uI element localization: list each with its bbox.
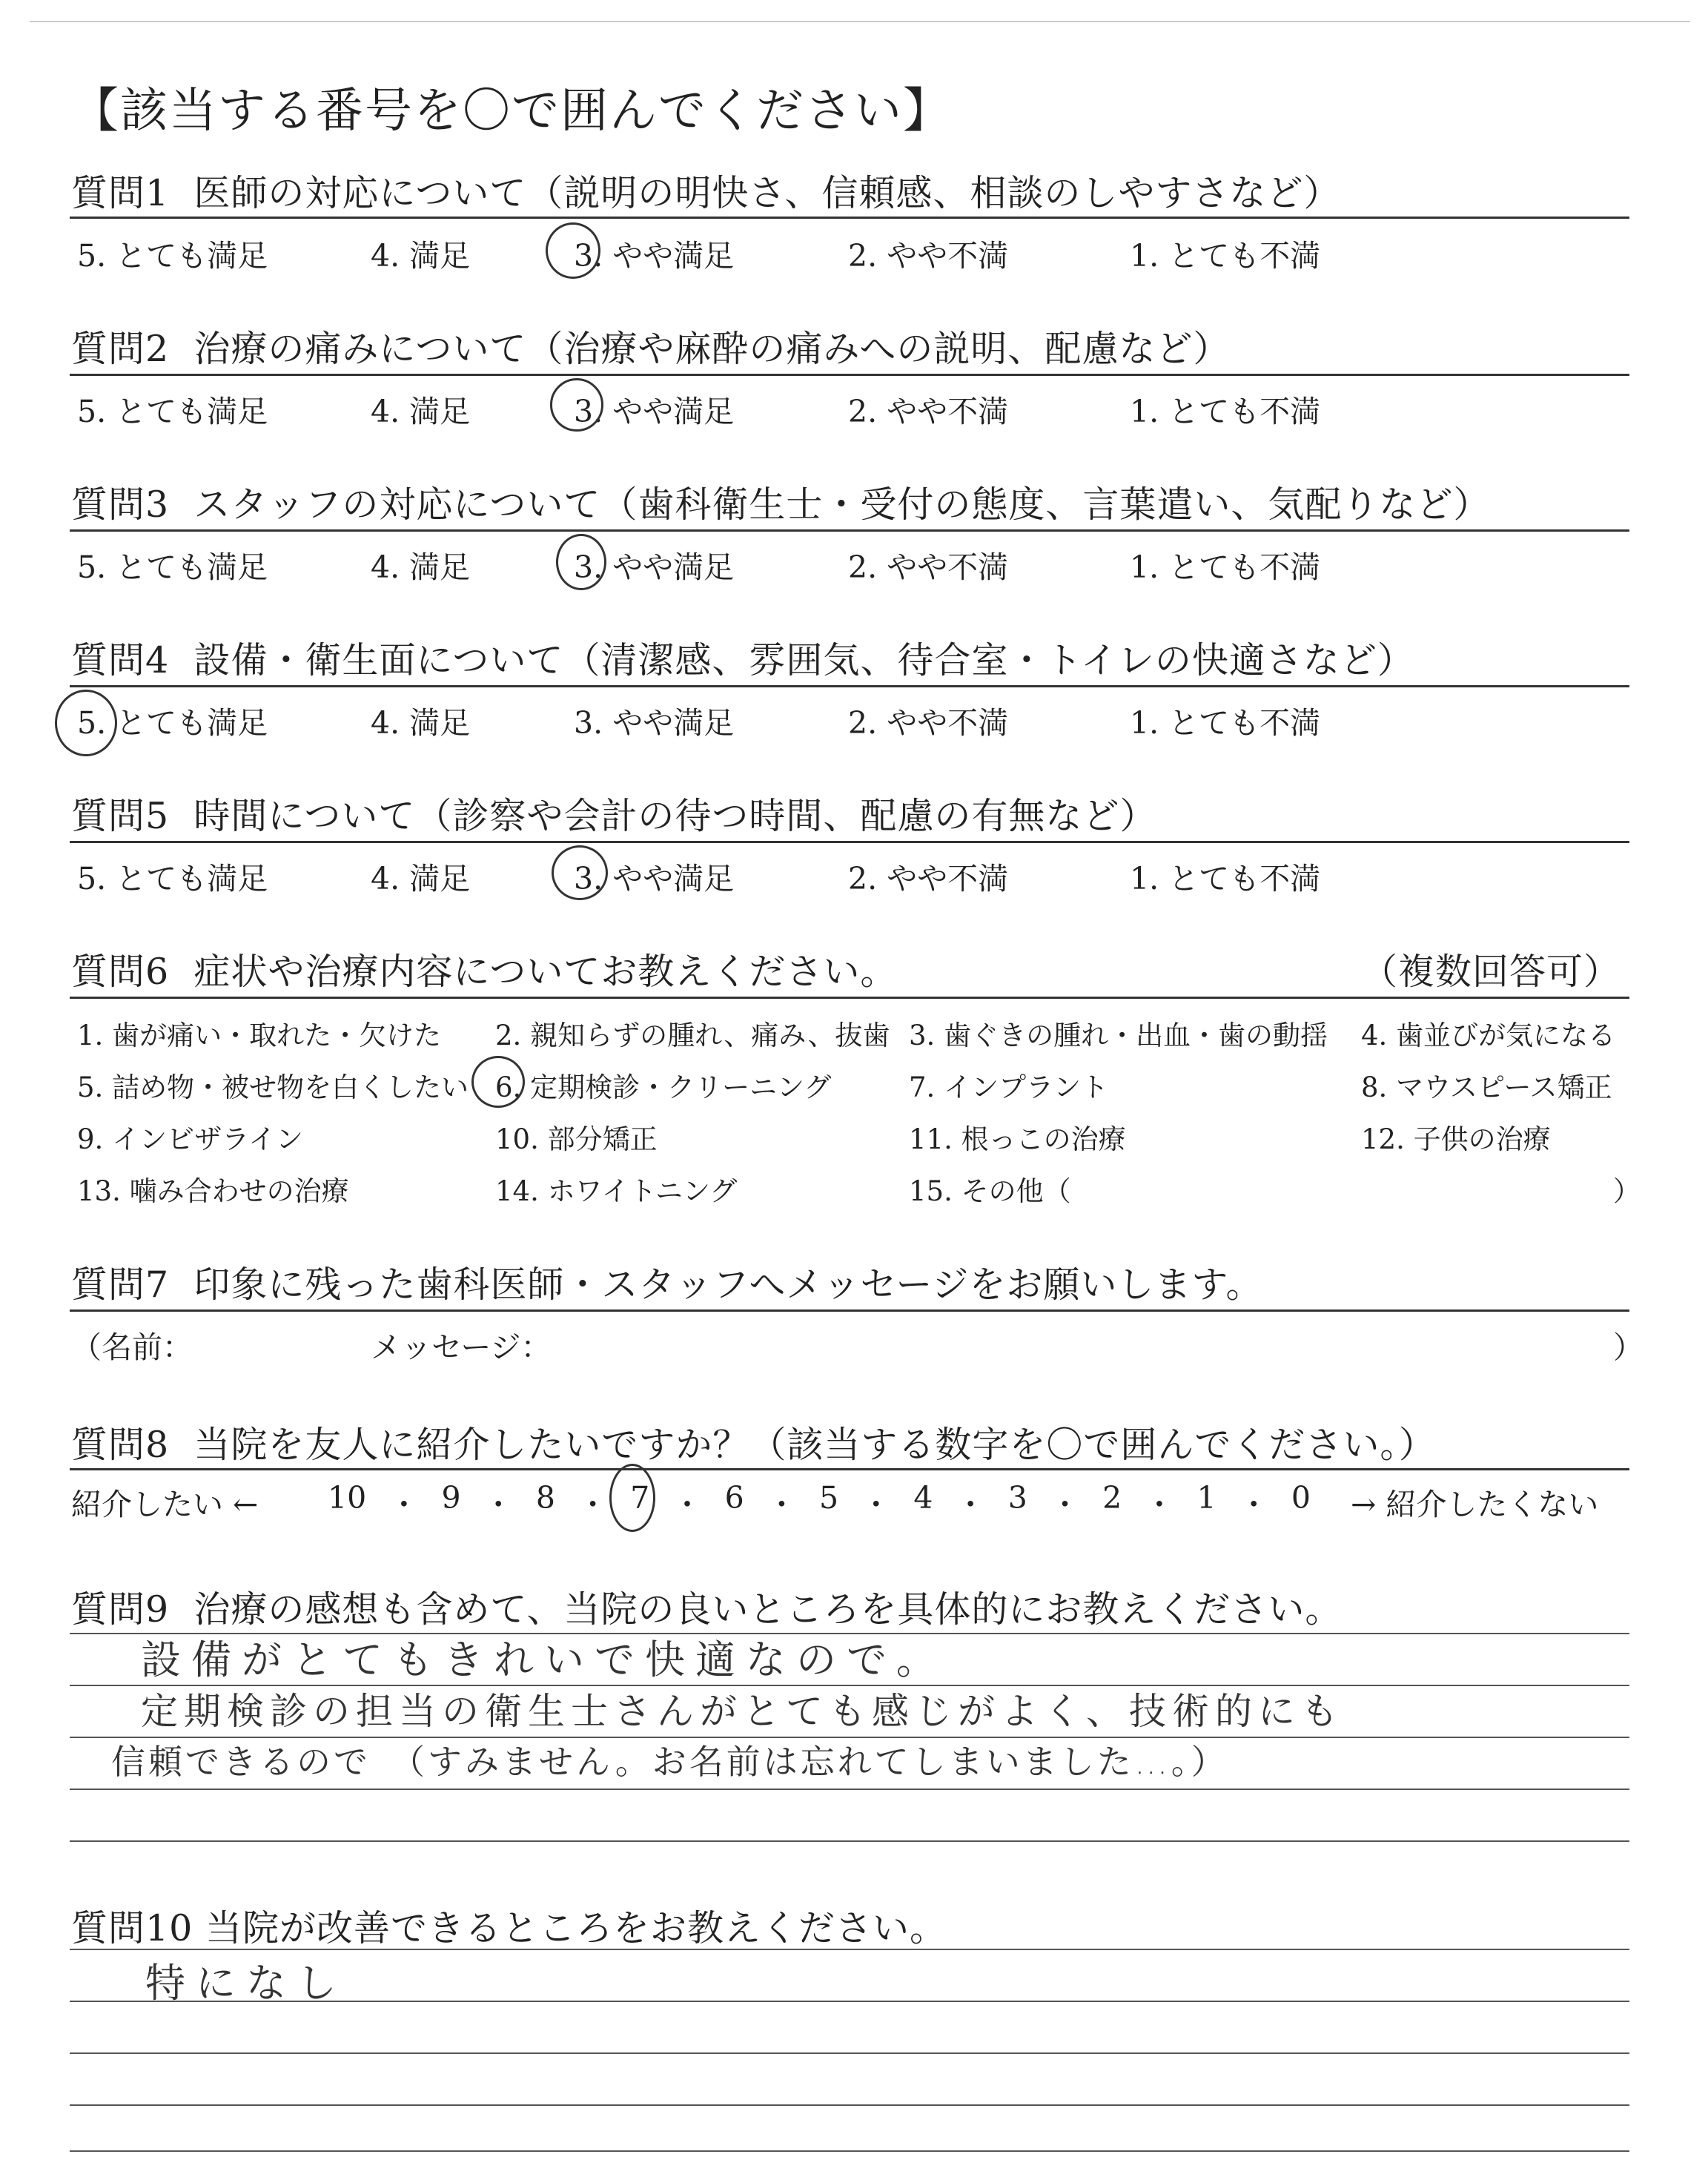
q6-multiple-note: （複数回答可）	[1361, 951, 1621, 993]
q2-opt-4[interactable]: 4. 満足	[371, 394, 471, 429]
q4-text: 設備・衛生面について（清潔感、雰囲気、待合室・トイレの快適さなど）	[193, 639, 1414, 681]
q3-label: 質問3	[71, 483, 170, 526]
q6-selection-circle	[471, 1056, 525, 1108]
q5-heading	[71, 787, 1156, 839]
q2-heading	[71, 320, 1230, 372]
q5-opt-1[interactable]: 1. とても不満	[1130, 861, 1321, 896]
q7-label: 質問7	[71, 1264, 170, 1306]
q4-opt-1[interactable]: 1. とても不満	[1130, 705, 1321, 741]
q6-option-7[interactable]: 7. インプラント	[909, 1071, 1109, 1103]
q5-opt-2[interactable]: 2. やや不満	[848, 861, 1009, 896]
q8-dot: ・	[388, 1487, 420, 1522]
q5-text: 時間について（診察や会計の待つ時間、配慮の有無など）	[193, 795, 1157, 837]
q2-text: 治療の痛みについて（治療や麻酔の痛みへの説明、配慮など）	[193, 328, 1231, 370]
q8-dot: ・	[1049, 1487, 1080, 1522]
q5-opt-5[interactable]: 5. とても満足	[77, 861, 268, 896]
q6-option-13[interactable]: 13. 噛み合わせの治療	[77, 1175, 349, 1207]
q5-opt-3[interactable]: 3. やや満足	[574, 861, 735, 896]
q8-rule	[70, 1468, 1629, 1470]
q6-option-12[interactable]: 12. 子供の治療	[1361, 1123, 1551, 1155]
q6-label: 質問6	[71, 951, 170, 993]
q8-score-9[interactable]: 9	[441, 1480, 461, 1516]
q8-dot: ・	[861, 1487, 892, 1522]
top-border	[30, 21, 1690, 22]
q1-selection-circle	[546, 222, 600, 279]
q2-selection-circle	[550, 378, 603, 432]
q8-scale	[328, 1480, 1311, 1524]
q6-option-8[interactable]: 8. マウスピース矯正	[1361, 1071, 1612, 1103]
q3-selection-circle	[556, 534, 606, 590]
q7-close: ）	[1613, 1330, 1644, 1365]
q3-heading	[71, 476, 1490, 528]
q6-text: 症状や治療内容についてお教えください。	[193, 951, 898, 993]
q8-dot: ・	[955, 1487, 986, 1522]
q2-rule	[70, 374, 1629, 376]
q10-rule-4	[70, 2104, 1629, 2106]
q2-opt-1[interactable]: 1. とても不満	[1130, 394, 1321, 429]
q8-left-label: 紹介したい ←	[71, 1487, 259, 1522]
q4-heading	[71, 632, 1414, 684]
q6-option-1[interactable]: 1. 歯が痛い・取れた・欠けた	[77, 1020, 442, 1051]
q7-name-label: （名前：	[71, 1330, 193, 1365]
q7-text: 印象に残った歯科医師・スタッフへメッセージをお願いします。	[193, 1264, 1263, 1306]
q3-opt-2[interactable]: 2. やや不満	[848, 549, 1009, 585]
q2-label: 質問2	[71, 328, 170, 370]
q8-dot: ・	[1144, 1487, 1175, 1522]
q9-answer-line-3: 信頼できるので （すみません。お名前は忘れてしまいました…。）	[111, 1742, 1228, 1782]
q6-option-5[interactable]: 5. 詰め物・被せ物を白くしたい	[77, 1071, 469, 1103]
q1-opt-4[interactable]: 4. 満足	[371, 238, 471, 274]
q3-text: スタッフの対応について（歯科衛生士・受付の態度、言葉遣い、気配りなど）	[193, 483, 1491, 526]
q8-score-8[interactable]: 8	[535, 1480, 555, 1516]
q9-rule-5	[70, 1840, 1629, 1842]
q8-score-2[interactable]: 2	[1102, 1480, 1122, 1516]
q8-score-7[interactable]: 7	[630, 1480, 650, 1516]
q9-label: 質問9	[71, 1588, 170, 1631]
q8-score-0[interactable]: 0	[1291, 1480, 1311, 1516]
q8-score-4[interactable]: 4	[913, 1480, 933, 1516]
q8-dot: ・	[483, 1487, 514, 1522]
q6-option-14[interactable]: 14. ホワイトニング	[495, 1175, 738, 1207]
q2-opt-3[interactable]: 3. やや満足	[574, 394, 735, 429]
q3-opt-4[interactable]: 4. 満足	[371, 549, 471, 585]
q3-opt-1[interactable]: 1. とても不満	[1130, 549, 1321, 585]
q4-opt-3[interactable]: 3. やや満足	[574, 705, 735, 741]
q6-rule	[70, 997, 1629, 999]
q4-opt-2[interactable]: 2. やや不満	[848, 705, 1009, 741]
q6-option-9[interactable]: 9. インビザライン	[77, 1123, 303, 1155]
q10-answer: 特になし	[145, 1960, 347, 2007]
q9-rule-4	[70, 1789, 1629, 1790]
q6-other-close: ）	[1613, 1175, 1641, 1207]
q1-opt-1[interactable]: 1. とても不満	[1130, 238, 1321, 274]
q4-selection-circle	[55, 690, 117, 756]
q8-score-6[interactable]: 6	[724, 1480, 744, 1516]
q1-heading	[71, 165, 1340, 217]
q3-opt-5[interactable]: 5. とても満足	[77, 549, 268, 585]
q3-opt-3[interactable]: 3. やや満足	[574, 549, 735, 585]
q8-dot: ・	[766, 1487, 797, 1522]
q8-score-10[interactable]: 10	[328, 1480, 367, 1516]
q1-text: 医師の対応について（説明の明快さ、信頼感、相談のしやすさなど）	[193, 172, 1341, 214]
q6-option-2[interactable]: 2. 親知らずの腫れ、痛み、抜歯	[495, 1020, 890, 1051]
q3-rule	[70, 529, 1629, 532]
q5-selection-circle	[552, 845, 608, 900]
q5-label: 質問5	[71, 795, 170, 837]
q8-score-3[interactable]: 3	[1007, 1480, 1027, 1516]
q8-score-1[interactable]: 1	[1196, 1480, 1217, 1516]
q9-answer-line-1: 設備がとてもきれいで快適なので。	[141, 1636, 947, 1683]
q7-rule	[70, 1309, 1629, 1312]
q8-dot: ・	[672, 1487, 703, 1522]
q10-rule-1	[70, 1949, 1629, 1950]
q6-option-6[interactable]: 6. 定期検診・クリーニング	[495, 1071, 832, 1103]
q4-opt-5[interactable]: 5. とても満足	[77, 705, 268, 741]
q8-text: 当院を友人に紹介したいですか？（該当する数字を〇で囲んでください。）	[193, 1424, 1436, 1466]
q1-rule	[70, 217, 1629, 219]
q6-option-4[interactable]: 4. 歯並びが気になる	[1361, 1020, 1616, 1051]
q4-rule	[70, 685, 1629, 687]
q6-heading	[71, 943, 897, 995]
q2-opt-5[interactable]: 5. とても満足	[77, 394, 268, 429]
q9-text: 治療の感想も含めて、当院の良いところを具体的にお教えください。	[193, 1588, 1343, 1631]
q8-dot: ・	[1238, 1487, 1269, 1522]
q8-heading	[71, 1416, 1436, 1468]
q1-opt-3[interactable]: 3. やや満足	[574, 238, 735, 274]
q10-rule-3	[70, 2052, 1629, 2054]
q1-opt-5[interactable]: 5. とても満足	[77, 238, 268, 274]
q5-rule	[70, 841, 1629, 843]
q10-rule-5	[70, 2150, 1629, 2152]
q4-label: 質問4	[71, 639, 170, 681]
q1-opt-2[interactable]: 2. やや不満	[848, 238, 1009, 274]
q10-text: 当院が改善できるところをお教えください。	[205, 1907, 947, 1949]
q8-score-5[interactable]: 5	[818, 1480, 839, 1516]
q7-message-label: メッセージ：	[371, 1330, 552, 1365]
q6-option-3[interactable]: 3. 歯ぐきの腫れ・出血・歯の動揺	[909, 1020, 1328, 1051]
q4-opt-4[interactable]: 4. 満足	[371, 705, 471, 741]
q5-opt-4[interactable]: 4. 満足	[371, 861, 471, 896]
q6-option-10[interactable]: 10. 部分矯正	[495, 1123, 658, 1155]
q10-label: 質問10	[71, 1907, 193, 1949]
q6-option-15[interactable]: 15. その他（	[909, 1175, 1071, 1207]
q8-label: 質問8	[71, 1424, 170, 1466]
q2-opt-2[interactable]: 2. やや不満	[848, 394, 1009, 429]
q8-selection-circle	[609, 1464, 655, 1532]
q9-answer-line-2: 定期検診の担当の衛生士さんがとても感じがよく、技術的にも	[141, 1690, 1344, 1733]
q7-heading	[71, 1256, 1263, 1308]
q1-label: 質問1	[71, 172, 170, 214]
page-title: 【該当する番号を〇で囲んでください】	[71, 84, 952, 139]
q9-heading	[71, 1581, 1342, 1633]
q8-dot: ・	[577, 1487, 609, 1522]
q6-option-11[interactable]: 11. 根っこの治療	[909, 1123, 1126, 1155]
q8-right-label: → 紹介したくない	[1351, 1487, 1599, 1522]
q10-heading	[71, 1900, 947, 1952]
